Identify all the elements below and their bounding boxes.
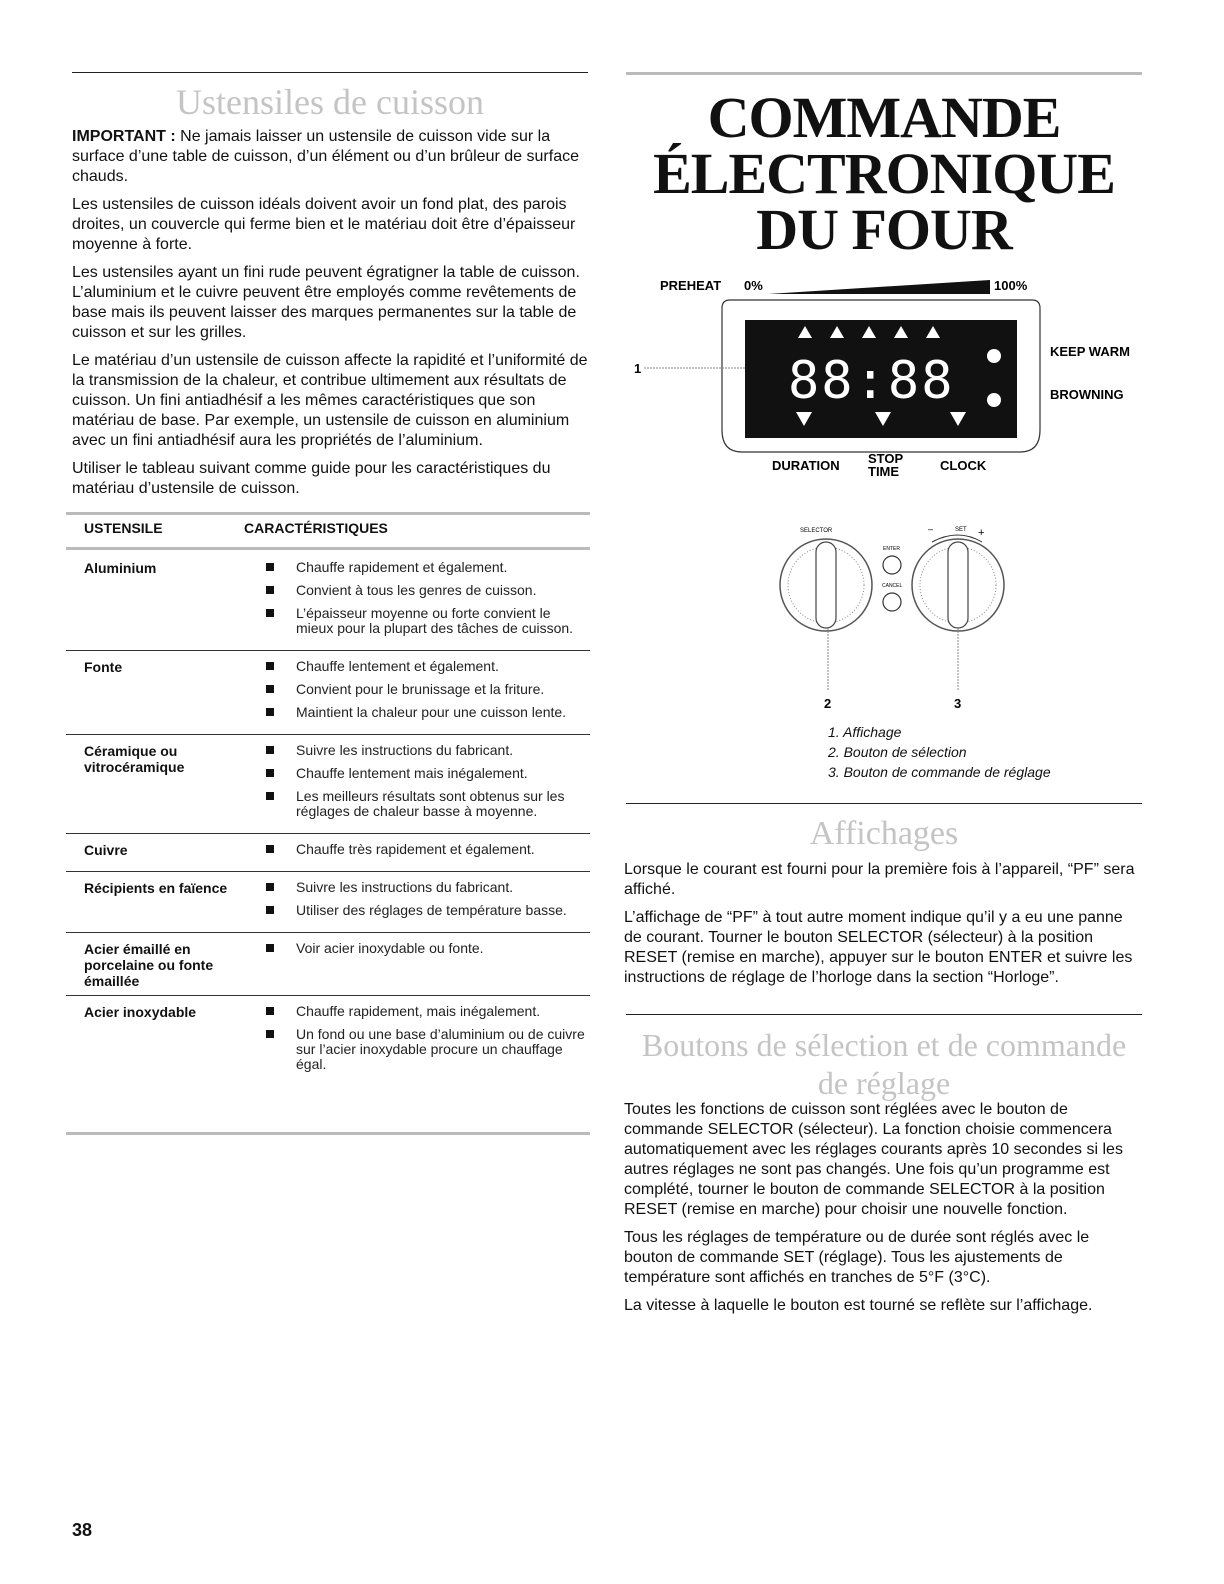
section-title-boutons — [626, 1026, 1142, 1102]
bullet-square-icon — [266, 685, 274, 693]
table-top-rule — [66, 512, 590, 515]
bullet-square-icon — [266, 1030, 274, 1038]
time-label: TIME — [868, 464, 900, 479]
keep-warm-led-icon — [987, 349, 1001, 363]
material-characteristics — [244, 941, 590, 989]
boutons-title-line-2: de réglage — [817, 1065, 951, 1101]
characteristic-text: Suivre les instructions du fabricant. — [296, 742, 514, 758]
material-name: Céramique ou vitrocéramique — [84, 743, 185, 775]
title-line-3: DU FOUR — [756, 197, 1012, 262]
browning-led-icon — [987, 393, 1001, 407]
characteristic-item — [244, 789, 590, 819]
material-characteristics — [244, 560, 590, 644]
material-characteristics — [244, 880, 590, 926]
bullet-square-icon — [266, 1007, 274, 1015]
characteristic-text: Utiliser des réglages de température basse. — [296, 902, 567, 918]
bullet-square-icon — [266, 586, 274, 594]
important-text: Ne jamais laisser un ustensile de cuisson vide sur la surface d’une table de cuisson, d’un élément ou d’un brûleur de surface chauds. — [72, 128, 579, 185]
page-number: 38 — [72, 1520, 93, 1540]
characteristic-item — [244, 766, 590, 781]
title-line-2: ÉLECTRONIQUE — [653, 141, 1115, 206]
paragraph: L’affichage de “PF” à tout autre moment indique qu’il y a eu une panne de courant. Tourner le bouton SELECTOR (sélecteur) à la position RESET (remise en marche), appuyer sur le bouton ENTER et suivre les instructions de réglage de l’horloge dans la section “Horloge”. — [624, 909, 1133, 986]
caption: 2. Bouton de sélection — [828, 744, 967, 760]
top-rule-left — [72, 72, 588, 73]
affichages-text — [624, 860, 1140, 996]
material-characteristics — [244, 842, 590, 865]
boutons-title-line-1: Boutons de sélection et de commande — [641, 1027, 1127, 1063]
top-rule-right — [626, 72, 1142, 75]
material-name: Acier inoxydable — [84, 1004, 197, 1020]
preheat-ramp-icon — [768, 280, 990, 294]
paragraph: Les ustensiles ayant un fini rude peuvent égratigner la table de cuisson. L’aluminium et le cuivre peuvent être employés comme revêtements de base mais ils peuvent laisser des marques permanentes sur la table de cuisson et sur les grilles. — [72, 264, 580, 341]
set-knob[interactable] — [912, 539, 1004, 631]
boutons-text — [624, 1100, 1140, 1324]
control-panel-diagram — [620, 260, 1150, 720]
bullet-square-icon — [266, 792, 274, 800]
important-paragraph — [72, 127, 588, 187]
rule-boutons — [626, 1014, 1142, 1015]
table-header — [66, 520, 590, 536]
bullet-square-icon — [266, 769, 274, 777]
important-label: IMPORTANT : — [72, 128, 176, 145]
characteristic-item — [244, 659, 590, 674]
bullet-square-icon — [266, 944, 274, 952]
characteristic-item — [244, 606, 590, 636]
bullet-square-icon — [266, 746, 274, 754]
material-characteristics — [244, 743, 590, 827]
table-row — [66, 834, 590, 872]
table-header-caracteristiques: CARACTÉRISTIQUES — [244, 520, 388, 536]
characteristic-item — [244, 880, 590, 895]
paragraph: Toutes les fonctions de cuisson sont réglées avec le bouton de commande SELECTOR (sélecteur). La fonction choisie commencera automatiquement avec les réglages courants après 10 secondes si les autres réglages ne sont pas changés. Une fois qu’un programme est complété, tourner le bouton de commande SELECTOR à la position RESET (remise en marche) pour choisir une nouvelle fonction. — [624, 1101, 1123, 1218]
rule-affichages — [626, 803, 1142, 804]
characteristic-text: Convient à tous les genres de cuisson. — [296, 582, 537, 598]
characteristic-item — [244, 941, 590, 956]
browning-label: BROWNING — [1050, 387, 1124, 402]
table-row — [66, 552, 590, 651]
title-line-1: COMMANDE — [707, 85, 1061, 150]
characteristic-text: Un fond ou une base d’aluminium ou de cuivre sur l’acier inoxydable procure un chauffage égal. — [296, 1026, 585, 1072]
bullet-square-icon — [266, 662, 274, 670]
bullet-square-icon — [266, 708, 274, 716]
diagram-captions — [828, 722, 1128, 782]
table-row — [66, 933, 590, 996]
table-header-rule — [66, 547, 590, 550]
characteristic-item — [244, 903, 590, 918]
material-name: Aluminium — [84, 560, 157, 576]
characteristic-text: Voir acier inoxydable ou fonte. — [296, 940, 484, 956]
paragraph: Tous les réglages de température ou de durée sont réglés avec le bouton de commande SET (réglage). Tous les ajustements de température sont affichés en tranches de 5°F (3°C). — [624, 1229, 1090, 1286]
characteristic-item — [244, 705, 590, 720]
material-characteristics — [244, 659, 590, 728]
caption: 1. Affichage — [828, 724, 902, 740]
cancel-button[interactable] — [883, 593, 901, 611]
selector-label: SELECTOR — [800, 528, 833, 534]
characteristic-text: Chauffe rapidement, mais inégalement. — [296, 1003, 541, 1019]
characteristic-text: Convient pour le brunissage et la friture. — [296, 681, 545, 697]
paragraph: Les ustensiles de cuisson idéals doivent avoir un fond plat, des parois droites, un couvercle qui ferme bien et le matériau doit être d’épaisseur moyenne à forte. — [72, 196, 576, 253]
characteristic-text: L’épaisseur moyenne ou forte convient le mieux pour la plupart des tâches de cuisson. — [296, 605, 574, 636]
characteristic-item — [244, 842, 590, 857]
callout-1: 1 — [634, 361, 642, 376]
clock-label: CLOCK — [940, 458, 987, 473]
display-digits: 88:88 — [788, 351, 955, 411]
material-name: Cuivre — [84, 842, 128, 858]
material-name: Fonte — [84, 659, 123, 675]
keep-warm-label: KEEP WARM — [1050, 344, 1130, 359]
table-row — [66, 651, 590, 735]
material-name: Récipients en faïence — [84, 880, 228, 896]
callout-3: 3 — [954, 696, 962, 711]
characteristic-text: Maintient la chaleur pour une cuisson lente. — [296, 704, 567, 720]
preheat-label: PREHEAT — [660, 278, 722, 293]
preheat-0-label: 0% — [744, 278, 763, 293]
characteristic-item — [244, 583, 590, 598]
table-row — [66, 735, 590, 834]
characteristic-text: Chauffe lentement et également. — [296, 658, 499, 674]
table-row — [66, 996, 590, 1086]
characteristic-text: Suivre les instructions du fabricant. — [296, 879, 514, 895]
characteristic-item — [244, 1004, 590, 1019]
material-name: Acier émaillé en porcelaine ou fonte émaillée — [84, 941, 214, 989]
characteristic-item — [244, 560, 590, 575]
paragraph: Lorsque le courant est fourni pour la première fois à l’appareil, “PF” sera affiché. — [624, 861, 1135, 898]
table-row — [66, 872, 590, 933]
set-plus-label: + — [978, 527, 985, 539]
bullet-square-icon — [266, 883, 274, 891]
characteristic-item — [244, 682, 590, 697]
table-bottom-rule — [66, 1132, 590, 1135]
preheat-100-label: 100% — [994, 278, 1028, 293]
paragraph: Le matériau d’un ustensile de cuisson affecte la rapidité et l’uniformité de la transmission de la chaleur, et contribue ultimement aux résultats de cuisson. Un fini antiadhésif a les mêmes caractéristiques que son matériau de base. Par exemple, un ustensile de cuisson en aluminium avec un fini antiadhésif aura les propriétés de l’aluminium. — [72, 352, 588, 449]
characteristic-item — [244, 1027, 590, 1072]
intro-text — [72, 127, 588, 507]
enter-button[interactable] — [883, 556, 901, 574]
bullet-square-icon — [266, 563, 274, 571]
paragraph: La vitesse à laquelle le bouton est tourné se reflète sur l’affichage. — [624, 1297, 1093, 1314]
characteristic-item — [244, 743, 590, 758]
enter-label: ENTER — [883, 546, 900, 552]
bullet-square-icon — [266, 845, 274, 853]
material-characteristics — [244, 1004, 590, 1080]
caption: 3. Bouton de commande de réglage — [828, 764, 1051, 780]
section-title-affichages: Affichages — [809, 815, 959, 852]
selector-knob[interactable] — [780, 539, 872, 631]
stop-label: STOP — [868, 451, 904, 466]
set-minus-label: – — [928, 524, 934, 534]
cookware-table — [66, 552, 590, 1086]
cancel-label: CANCEL — [882, 583, 903, 589]
duration-label: DURATION — [772, 458, 840, 473]
characteristic-text: Chauffe rapidement et également. — [296, 559, 508, 575]
table-header-ustensile: USTENSILE — [84, 520, 163, 536]
bullet-square-icon — [266, 906, 274, 914]
section-title-ustensiles: Ustensiles de cuisson — [176, 82, 484, 122]
paragraph: Utiliser le tableau suivant comme guide pour les caractéristiques du matériau d’ustensile de cuisson. — [72, 460, 551, 497]
characteristic-text: Chauffe très rapidement et également. — [296, 841, 535, 857]
set-label: SET — [955, 527, 967, 533]
characteristic-text: Les meilleurs résultats sont obtenus sur les réglages de chaleur basse à moyenne. — [296, 788, 565, 819]
bullet-square-icon — [266, 609, 274, 617]
characteristic-text: Chauffe lentement mais inégalement. — [296, 765, 528, 781]
page-title — [626, 85, 1142, 262]
callout-2: 2 — [824, 696, 832, 711]
